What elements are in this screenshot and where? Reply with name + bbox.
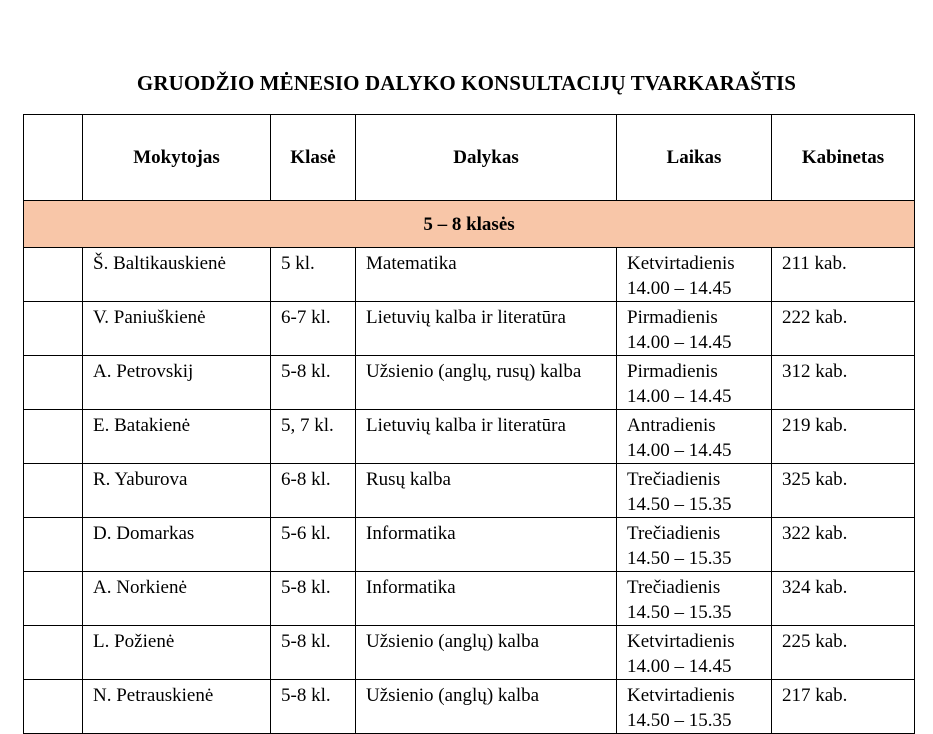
schedule-table — [23, 114, 915, 734]
teacher-name: A. Petrovskij — [93, 361, 194, 382]
row-index-cell — [24, 572, 83, 626]
header-row — [24, 115, 915, 201]
room-number-cell — [772, 302, 915, 356]
subject-name: Užsienio (anglų) kalba — [366, 685, 540, 706]
room-number: 225 kab. — [782, 631, 848, 652]
column-header-room: Kabinetas — [772, 115, 915, 201]
table-row — [24, 248, 915, 302]
subject-name: Užsienio (anglų, rusų) kalba — [366, 361, 582, 382]
table-row — [24, 518, 915, 572]
table-row — [24, 572, 915, 626]
room-number: 211 kab. — [782, 253, 847, 274]
subject-name: Informatika — [366, 523, 456, 544]
subject-name-cell — [356, 626, 617, 680]
consultation-day: Ketvirtadienis — [627, 685, 735, 706]
consultation-day-cell — [617, 410, 772, 464]
teacher-name: A. Norkienė — [93, 577, 187, 598]
teacher-name: E. Batakienė — [93, 415, 191, 436]
subject-name-cell — [356, 572, 617, 626]
teacher-name-cell — [83, 518, 271, 572]
consultation-time: 14.50 – 15.35 — [627, 494, 732, 515]
class-range: 5-8 kl. — [281, 685, 331, 706]
class-range-cell — [271, 410, 356, 464]
consultation-day-cell — [617, 572, 772, 626]
consultation-day: Pirmadienis — [627, 307, 718, 328]
teacher-name-cell — [83, 464, 271, 518]
room-number: 222 kab. — [782, 307, 848, 328]
class-range-cell — [271, 248, 356, 302]
teacher-name-cell — [83, 680, 271, 734]
table-row — [24, 626, 915, 680]
consultation-time: 14.50 – 15.35 — [627, 548, 732, 569]
class-range-cell — [271, 626, 356, 680]
class-range: 5 kl. — [281, 253, 315, 274]
consultation-time: 14.50 – 15.35 — [627, 710, 732, 731]
consultation-day: Antradienis — [627, 415, 716, 436]
table-row — [24, 302, 915, 356]
room-number-cell — [772, 464, 915, 518]
class-range-cell — [271, 302, 356, 356]
subject-name-cell — [356, 464, 617, 518]
subject-name: Informatika — [366, 577, 456, 598]
table-row — [24, 356, 915, 410]
teacher-name-cell — [83, 356, 271, 410]
section-label: 5 – 8 klasės — [24, 201, 915, 248]
class-range: 5-8 kl. — [281, 361, 331, 382]
row-index-cell — [24, 356, 83, 410]
consultation-day-cell — [617, 248, 772, 302]
consultation-day-cell — [617, 626, 772, 680]
consultation-time: 14.00 – 14.45 — [627, 278, 732, 299]
subject-name-cell — [356, 680, 617, 734]
table-row — [24, 680, 915, 734]
subject-name-cell — [356, 410, 617, 464]
class-range-cell — [271, 464, 356, 518]
section-row — [24, 201, 915, 248]
consultation-day-cell — [617, 302, 772, 356]
room-number-cell — [772, 410, 915, 464]
room-number: 312 kab. — [782, 361, 848, 382]
column-header-subject: Dalykas — [356, 115, 617, 201]
consultation-day: Ketvirtadienis — [627, 253, 735, 274]
room-number-cell — [772, 680, 915, 734]
consultation-day: Trečiadienis — [627, 469, 721, 490]
document-title: GRUODŽIO MĖNESIO DALYKO KONSULTACIJŲ TVARKARAŠTIS — [136, 71, 797, 95]
teacher-name-cell — [83, 410, 271, 464]
class-range: 5-8 kl. — [281, 631, 331, 652]
column-header-teacher: Mokytojas — [83, 115, 271, 201]
consultation-time: 14.00 – 14.45 — [627, 440, 732, 461]
consultation-day-cell — [617, 464, 772, 518]
teacher-name: Š. Baltikauskienė — [93, 253, 226, 274]
subject-name-cell — [356, 518, 617, 572]
row-index-cell — [24, 302, 83, 356]
row-index-cell — [24, 248, 83, 302]
teacher-name-cell — [83, 248, 271, 302]
consultation-day-cell — [617, 356, 772, 410]
teacher-name-cell — [83, 626, 271, 680]
room-number: 325 kab. — [782, 469, 848, 490]
row-index-cell — [24, 680, 83, 734]
room-number: 219 kab. — [782, 415, 848, 436]
teacher-name: V. Paniuškienė — [93, 307, 206, 328]
row-index-cell — [24, 464, 83, 518]
subject-name: Rusų kalba — [366, 469, 451, 490]
class-range-cell — [271, 572, 356, 626]
room-number-cell — [772, 518, 915, 572]
class-range: 6-7 kl. — [281, 307, 331, 328]
consultation-day: Trečiadienis — [627, 523, 721, 544]
room-number: 324 kab. — [782, 577, 848, 598]
teacher-name: N. Petrauskienė — [93, 685, 214, 706]
room-number-cell — [772, 356, 915, 410]
teacher-name: L. Požienė — [93, 631, 175, 652]
teacher-name-cell — [83, 572, 271, 626]
subject-name: Matematika — [366, 253, 457, 274]
class-range: 6-8 kl. — [281, 469, 331, 490]
row-index-cell — [24, 626, 83, 680]
class-range-cell — [271, 518, 356, 572]
room-number: 217 kab. — [782, 685, 848, 706]
room-number-cell — [772, 572, 915, 626]
teacher-name-cell — [83, 302, 271, 356]
table-row — [24, 464, 915, 518]
row-index-cell — [24, 410, 83, 464]
room-number-cell — [772, 626, 915, 680]
subject-name: Lietuvių kalba ir literatūra — [366, 307, 566, 328]
room-number: 322 kab. — [782, 523, 848, 544]
teacher-name: D. Domarkas — [93, 523, 195, 544]
class-range: 5, 7 kl. — [281, 415, 334, 436]
class-range-cell — [271, 680, 356, 734]
subject-name-cell — [356, 356, 617, 410]
consultation-day-cell — [617, 680, 772, 734]
class-range: 5-6 kl. — [281, 523, 331, 544]
column-header-index — [24, 115, 83, 201]
column-header-time: Laikas — [617, 115, 772, 201]
consultation-time: 14.50 – 15.35 — [627, 602, 732, 623]
consultation-time: 14.00 – 14.45 — [627, 332, 732, 353]
class-range: 5-8 kl. — [281, 577, 331, 598]
table-row — [24, 410, 915, 464]
row-index-cell — [24, 518, 83, 572]
consultation-day: Pirmadienis — [627, 361, 718, 382]
subject-name: Užsienio (anglų) kalba — [366, 631, 540, 652]
consultation-day: Ketvirtadienis — [627, 631, 735, 652]
teacher-name: R. Yaburova — [93, 469, 188, 490]
consultation-day: Trečiadienis — [627, 577, 721, 598]
subject-name-cell — [356, 302, 617, 356]
subject-name-cell — [356, 248, 617, 302]
consultation-time: 14.00 – 14.45 — [627, 386, 732, 407]
consultation-day-cell — [617, 518, 772, 572]
column-header-class: Klasė — [271, 115, 356, 201]
consultation-time: 14.00 – 14.45 — [627, 656, 732, 677]
class-range-cell — [271, 356, 356, 410]
room-number-cell — [772, 248, 915, 302]
subject-name: Lietuvių kalba ir literatūra — [366, 415, 566, 436]
